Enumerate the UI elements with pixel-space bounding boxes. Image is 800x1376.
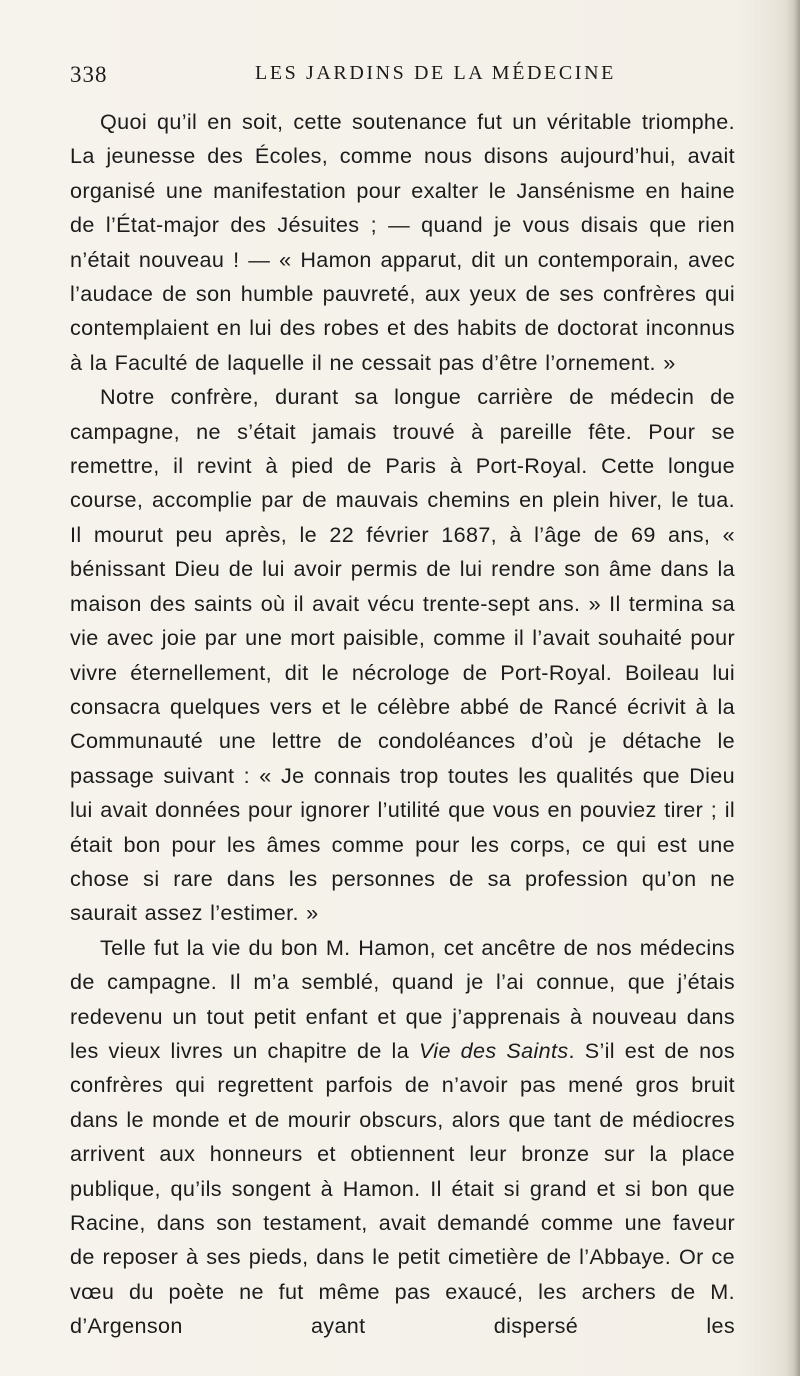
- paragraph-1: Quoi qu’il en soit, cette soutenance fut un véritable triomphe. La jeunesse des Écoles, comme nous disons aujourd’hui, avait organisé une manifestation pour exalter le Jansénisme en haine de l’État-major des Jésuites ; — quand je vous disais que rien n’était nouveau ! — « Hamon apparut, dit un contemporain, avec l’audace de son humble pauvreté, aux yeux de ses confrères qui contemplaient en lui des robes et des habits de doctorat inconnus à la Faculté de laquelle il ne cessait pas d’être l’ornement. »: [70, 109, 735, 375]
- body-text: [70, 105, 735, 1344]
- paragraph-3-part-2: . S’il est de nos confrères qui regrettent parfois de n’avoir pas mené gros bruit dans le monde et de mourir obscurs, alors que tant de médiocres arrivent aux honneurs et obtiennent leur bronze sur la place publique, qu’ils songent à Hamon. Il était si grand et si bon que Racine, dans son testament, avait demandé comme une faveur de reposer à ses pieds, dans le petit cimetière de l’Abbaye. Or ce vœu du poète ne fut même pas exaucé, les archers de M. d’Argenson ayant dispersé les: [70, 1037, 735, 1339]
- page-number: 338: [70, 62, 108, 87]
- page-edge-shadow: [786, 0, 800, 1376]
- page-header: [70, 62, 730, 94]
- book-title-reference: Vie des Saints: [418, 1037, 569, 1063]
- paragraph-3-part-1: Telle fut la vie du bon M. Hamon, cet ancêtre de nos médecins de campagne. Il m’a semblé, quand je l’ai connue, que j’étais redevenu un tout petit enfant et que j’apprenais à nouveau dans les vieux livres un chapitre de la: [70, 934, 735, 1063]
- paragraph-2: Notre confrère, durant sa longue carrière de médecin de campagne, ne s’était jamais trouvé à pareille fête. Pour se remettre, il revint à pied de Paris à Port-Royal. Cette longue course, accomplie par de mauvais chemins en plein hiver, le tua. Il mourut peu après, le 22 février 1687, à l’âge de 69 ans, « bénissant Dieu de lui avoir permis de lui rendre son âme dans la maison des saints où il avait vécu trente-sept ans. » Il termina sa vie avec joie par une mort paisible, comme il l’avait souhaité pour vivre éternellement, dit le nécrologe de Port-Royal. Boileau lui consacra quelques vers et le célèbre abbé de Rancé écrivit à la Communauté une lettre de condoléances d’où je détache le passage suivant : « Je connais trop toutes les qualités que Dieu lui avait données pour ignorer l’utilité que vous en pouviez tirer ; il était bon pour les âmes comme pour les corps, ce qui est une chose si rare dans les personnes de sa profession qu’on ne saurait assez l’estimer. »: [70, 384, 735, 926]
- running-title: LES JARDINS DE LA MÉDECINE: [255, 62, 616, 84]
- paragraph-3: [70, 931, 735, 1344]
